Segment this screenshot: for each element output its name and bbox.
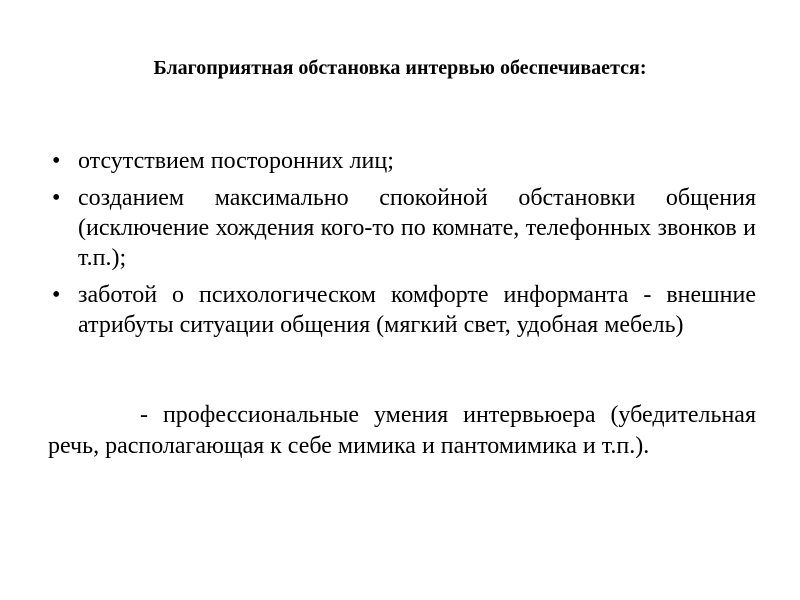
- continuation-paragraph: - профессиональные умения интервьюера (убедительная речь, располагающая к себе мимика и пантомимика и т.п.).: [48, 402, 756, 459]
- bullet-item: [48, 183, 756, 273]
- bullet-item: [48, 146, 756, 176]
- bullet-marker: •: [52, 148, 61, 174]
- bullet-text: отсутствием посторонних лиц;: [78, 148, 394, 174]
- bullet-text: созданием максимально спокойной обстановки общения (исключение хождения кого-то по комнате, телефонных звонков и т.п.);: [78, 185, 756, 271]
- bullet-marker: •: [52, 185, 61, 211]
- bullet-marker: •: [52, 282, 61, 308]
- bullet-list: [48, 146, 756, 347]
- bullet-text: заботой о психологическом комфорте информанта - внешние атрибуты ситуации общения (мягкий свет, удобная мебель): [78, 282, 756, 338]
- bullet-item: [48, 280, 756, 340]
- slide-title: Благоприятная обстановка интервью обеспечивается:: [153, 57, 647, 79]
